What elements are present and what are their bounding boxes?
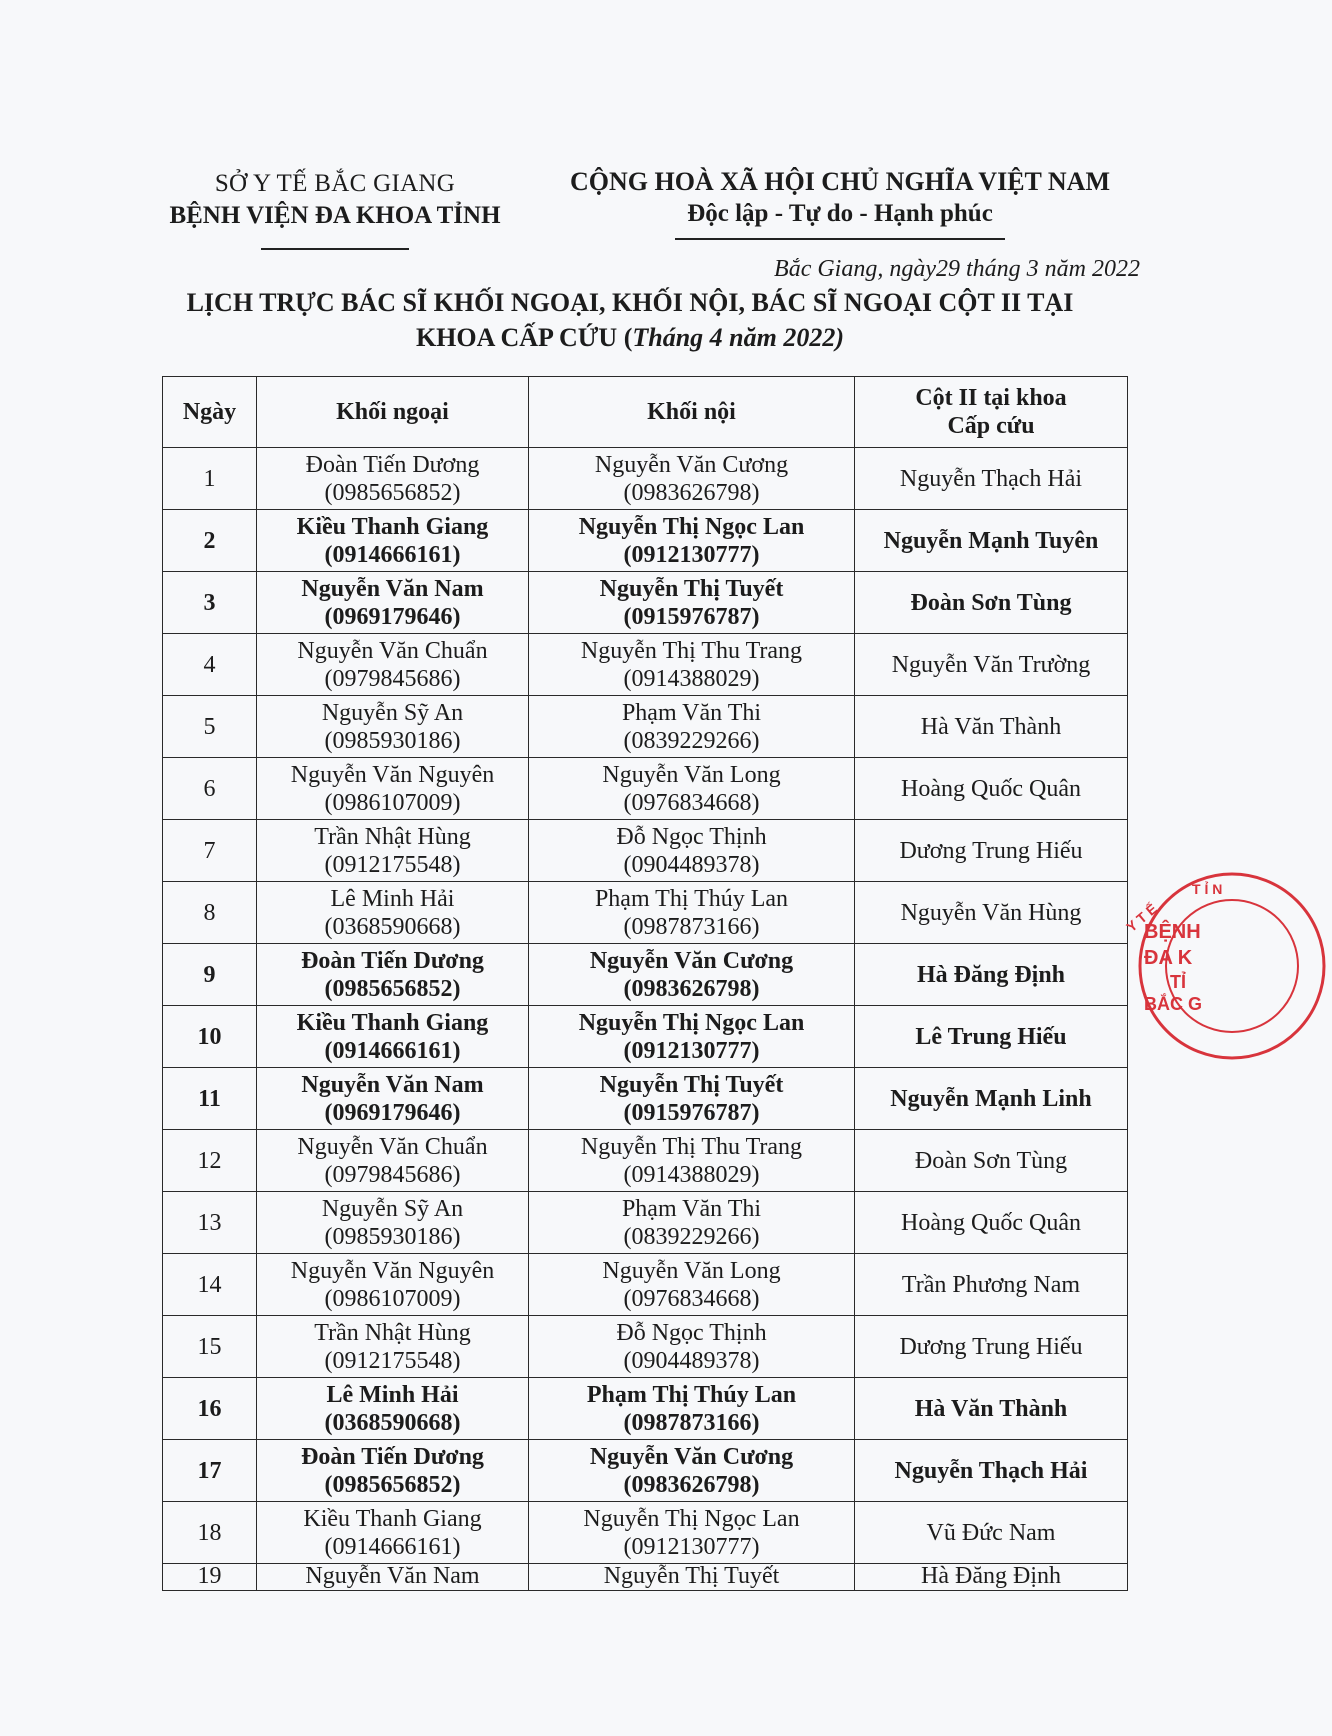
doctor-phone: (0915976787) bbox=[623, 1099, 760, 1126]
table-row bbox=[163, 758, 1128, 820]
doctor-phone: (0985656852) bbox=[324, 479, 461, 506]
document-title bbox=[140, 285, 1120, 355]
header-surgical: Khối ngoại bbox=[257, 377, 529, 448]
cell-day bbox=[163, 882, 257, 944]
cell-surgical bbox=[257, 1378, 529, 1440]
cell-internal bbox=[529, 1130, 855, 1192]
doctor-name: Dương Trung Hiếu bbox=[899, 837, 1083, 864]
doctor-name: Nguyễn Văn Cương bbox=[589, 947, 794, 974]
day-number: 6 bbox=[203, 775, 216, 802]
issuing-authority bbox=[150, 168, 520, 250]
table-row bbox=[163, 1440, 1128, 1502]
cell-surgical bbox=[257, 1068, 529, 1130]
doctor-phone: (0987873166) bbox=[623, 1409, 760, 1436]
doctor-name: Trần Nhật Hùng bbox=[314, 1319, 471, 1346]
doctor-phone: (0904489378) bbox=[623, 1347, 760, 1374]
cell-surgical bbox=[257, 1254, 529, 1316]
divider bbox=[261, 248, 409, 250]
cell-col2 bbox=[855, 1068, 1128, 1130]
doctor-name: Hoàng Quốc Quân bbox=[901, 1209, 1081, 1236]
doctor-name: Lê Trung Hiếu bbox=[915, 1023, 1067, 1050]
cell-col2 bbox=[855, 882, 1128, 944]
doctor-name: Nguyễn Văn Nam bbox=[301, 575, 484, 602]
table-row bbox=[163, 1192, 1128, 1254]
doctor-name: Nguyễn Thị Thu Trang bbox=[580, 637, 803, 664]
day-number: 2 bbox=[203, 527, 216, 554]
cell-col2 bbox=[855, 1502, 1128, 1564]
svg-text:T Ỉ N: T Ỉ N bbox=[1192, 881, 1223, 897]
cell-day bbox=[163, 448, 257, 510]
doctor-name: Nguyễn Văn Nam bbox=[305, 1563, 480, 1589]
doctor-phone: (0914666161) bbox=[324, 1037, 461, 1064]
cell-internal bbox=[529, 510, 855, 572]
day-number: 15 bbox=[197, 1333, 222, 1360]
table-row bbox=[163, 1254, 1128, 1316]
cell-internal bbox=[529, 758, 855, 820]
doctor-name: Nguyễn Thị Ngọc Lan bbox=[578, 513, 805, 540]
day-number: 19 bbox=[197, 1563, 222, 1589]
cell-internal bbox=[529, 1254, 855, 1316]
cell-day bbox=[163, 1006, 257, 1068]
doctor-name: Trần Phương Nam bbox=[901, 1271, 1081, 1298]
cell-surgical bbox=[257, 634, 529, 696]
cell-surgical bbox=[257, 1564, 529, 1591]
cell-col2 bbox=[855, 510, 1128, 572]
cell-internal bbox=[529, 1068, 855, 1130]
cell-col2 bbox=[855, 1378, 1128, 1440]
department-name: SỞ Y TẾ BẮC GIANG bbox=[214, 170, 456, 197]
cell-day bbox=[163, 1440, 257, 1502]
title-line-2-main: KHOA CẤP CỨU ( bbox=[415, 323, 633, 352]
doctor-phone: (0912175548) bbox=[324, 1347, 461, 1374]
cell-surgical bbox=[257, 758, 529, 820]
doctor-phone: (0969179646) bbox=[324, 603, 461, 630]
cell-col2 bbox=[855, 1192, 1128, 1254]
national-header bbox=[560, 166, 1120, 240]
doctor-phone: (0912130777) bbox=[623, 541, 760, 568]
cell-col2 bbox=[855, 448, 1128, 510]
cell-surgical bbox=[257, 882, 529, 944]
doctor-phone: (0914388029) bbox=[623, 1161, 760, 1188]
doctor-phone: (0368590668) bbox=[324, 1409, 461, 1436]
svg-text:ĐA K: ĐA K bbox=[1144, 947, 1193, 969]
cell-internal bbox=[529, 1378, 855, 1440]
cell-surgical bbox=[257, 820, 529, 882]
cell-internal bbox=[529, 1006, 855, 1068]
doctor-phone: (0915976787) bbox=[623, 603, 760, 630]
doctor-phone: (0368590668) bbox=[324, 913, 461, 940]
cell-surgical bbox=[257, 1192, 529, 1254]
table-row bbox=[163, 1068, 1128, 1130]
duty-schedule-table bbox=[162, 376, 1128, 1591]
cell-day bbox=[163, 1130, 257, 1192]
doctor-name: Hà Văn Thành bbox=[914, 1395, 1068, 1422]
doctor-name: Nguyễn Văn Nguyên bbox=[290, 1257, 495, 1284]
doctor-name: Hà Văn Thành bbox=[920, 713, 1062, 740]
table-row bbox=[163, 1564, 1128, 1591]
table-row bbox=[163, 1378, 1128, 1440]
cell-internal bbox=[529, 696, 855, 758]
hospital-seal bbox=[1123, 866, 1332, 1066]
cell-internal bbox=[529, 1316, 855, 1378]
day-number: 3 bbox=[203, 589, 216, 616]
doctor-name: Nguyễn Văn Cương bbox=[589, 1443, 794, 1470]
doctor-phone: (0983626798) bbox=[623, 975, 760, 1002]
doctor-name: Lê Minh Hải bbox=[330, 885, 455, 912]
doctor-name: Nguyễn Mạnh Linh bbox=[890, 1085, 1092, 1112]
table-header-row bbox=[163, 377, 1128, 448]
doctor-name: Nguyễn Văn Cương bbox=[594, 451, 789, 478]
doctor-name: Nguyễn Văn Nam bbox=[301, 1071, 484, 1098]
day-number: 10 bbox=[197, 1023, 222, 1050]
cell-internal bbox=[529, 882, 855, 944]
doctor-name: Đoàn Tiến Dương bbox=[301, 1443, 484, 1470]
doctor-phone: (0985656852) bbox=[324, 1471, 461, 1498]
svg-text:Y T Ế: Y T Ế bbox=[1123, 900, 1161, 936]
doctor-name: Lê Minh Hải bbox=[326, 1381, 459, 1408]
svg-text:BỆNH: BỆNH bbox=[1144, 921, 1201, 943]
doctor-name: Kiều Thanh Giang bbox=[296, 513, 489, 540]
doctor-phone: (0914666161) bbox=[324, 541, 461, 568]
doctor-name: Nguyễn Văn Chuẩn bbox=[297, 1133, 488, 1160]
doctor-name: Nguyễn Thị Tuyết bbox=[599, 575, 784, 602]
doctor-phone: (0985930186) bbox=[324, 727, 461, 754]
cell-day bbox=[163, 1502, 257, 1564]
day-number: 7 bbox=[203, 837, 216, 864]
cell-internal bbox=[529, 1192, 855, 1254]
title-line-2-italic: Tháng 4 năm 2022) bbox=[632, 323, 845, 352]
doctor-name: Hà Đăng Định bbox=[921, 1563, 1061, 1589]
cell-surgical bbox=[257, 944, 529, 1006]
doctor-name: Phạm Văn Thi bbox=[621, 1195, 762, 1222]
day-number: 5 bbox=[203, 713, 216, 740]
doctor-phone: (0912175548) bbox=[324, 851, 461, 878]
cell-surgical bbox=[257, 572, 529, 634]
doctor-phone: (0976834668) bbox=[623, 1285, 760, 1312]
cell-internal bbox=[529, 1502, 855, 1564]
svg-text:TỈ: TỈ bbox=[1170, 972, 1186, 992]
doctor-phone: (0969179646) bbox=[324, 1099, 461, 1126]
cell-internal bbox=[529, 572, 855, 634]
cell-day bbox=[163, 944, 257, 1006]
doctor-phone: (0914666161) bbox=[324, 1533, 461, 1560]
day-number: 8 bbox=[203, 899, 216, 926]
table-row bbox=[163, 572, 1128, 634]
doctor-phone: (0904489378) bbox=[623, 851, 760, 878]
hospital-name: BỆNH VIỆN ĐA KHOA TỈNH bbox=[169, 202, 501, 229]
cell-day bbox=[163, 1316, 257, 1378]
table-row bbox=[163, 696, 1128, 758]
doctor-name: Trần Nhật Hùng bbox=[314, 823, 471, 850]
doctor-phone: (0839229266) bbox=[623, 1223, 760, 1250]
day-number: 9 bbox=[203, 961, 216, 988]
doctor-name: Phạm Văn Thi bbox=[621, 699, 762, 726]
day-number: 12 bbox=[197, 1147, 222, 1174]
cell-surgical bbox=[257, 1502, 529, 1564]
doctor-name: Nguyễn Sỹ An bbox=[321, 1195, 464, 1222]
title-line-2 bbox=[140, 320, 1120, 355]
doctor-phone: (0986107009) bbox=[324, 789, 461, 816]
cell-col2 bbox=[855, 1440, 1128, 1502]
day-number: 4 bbox=[203, 651, 216, 678]
day-number: 18 bbox=[197, 1519, 222, 1546]
doctor-name: Nguyễn Thị Tuyết bbox=[599, 1071, 784, 1098]
doctor-phone: (0976834668) bbox=[623, 789, 760, 816]
doctor-name: Dương Trung Hiếu bbox=[899, 1333, 1083, 1360]
cell-internal bbox=[529, 944, 855, 1006]
doctor-name: Nguyễn Văn Chuẩn bbox=[297, 637, 488, 664]
cell-col2 bbox=[855, 1564, 1128, 1591]
cell-col2 bbox=[855, 820, 1128, 882]
table-row bbox=[163, 510, 1128, 572]
date-line: Bắc Giang, ngày29 tháng 3 năm 2022 bbox=[774, 256, 1140, 282]
table-row bbox=[163, 448, 1128, 510]
doctor-phone: (0979845686) bbox=[324, 665, 461, 692]
table-row bbox=[163, 1130, 1128, 1192]
cell-day bbox=[163, 1564, 257, 1591]
doctor-name: Phạm Thị Thúy Lan bbox=[586, 1381, 797, 1408]
cell-col2 bbox=[855, 696, 1128, 758]
cell-day bbox=[163, 1378, 257, 1440]
table-body bbox=[163, 448, 1128, 1591]
doctor-name: Nguyễn Thị Tuyết bbox=[603, 1563, 780, 1589]
cell-day bbox=[163, 572, 257, 634]
cell-day bbox=[163, 510, 257, 572]
doctor-phone: (0839229266) bbox=[623, 727, 760, 754]
cell-surgical bbox=[257, 1440, 529, 1502]
cell-surgical bbox=[257, 1130, 529, 1192]
doctor-name: Vũ Đức Nam bbox=[926, 1519, 1056, 1546]
doctor-name: Kiều Thanh Giang bbox=[296, 1009, 489, 1036]
doctor-name: Nguyễn Thị Ngọc Lan bbox=[578, 1009, 805, 1036]
doctor-name: Nguyễn Thạch Hải bbox=[899, 465, 1083, 492]
cell-surgical bbox=[257, 448, 529, 510]
cell-col2 bbox=[855, 758, 1128, 820]
svg-text:BẮC G: BẮC G bbox=[1144, 994, 1202, 1014]
doctor-phone: (0985930186) bbox=[324, 1223, 461, 1250]
cell-day bbox=[163, 696, 257, 758]
doctor-name: Nguyễn Văn Nguyên bbox=[290, 761, 495, 788]
day-number: 13 bbox=[197, 1209, 222, 1236]
cell-internal bbox=[529, 820, 855, 882]
cell-internal bbox=[529, 1564, 855, 1591]
doctor-name: Phạm Thị Thúy Lan bbox=[594, 885, 789, 912]
doctor-name: Đỗ Ngọc Thịnh bbox=[616, 1319, 767, 1346]
cell-internal bbox=[529, 634, 855, 696]
cell-day bbox=[163, 1254, 257, 1316]
doctor-phone: (0987873166) bbox=[623, 913, 760, 940]
doctor-phone: (0986107009) bbox=[324, 1285, 461, 1312]
cell-day bbox=[163, 758, 257, 820]
header-col2-line1: Cột II tại khoa bbox=[915, 385, 1067, 411]
doctor-phone: (0979845686) bbox=[324, 1161, 461, 1188]
doctor-phone: (0912130777) bbox=[623, 1037, 760, 1064]
doctor-name: Nguyễn Văn Trường bbox=[891, 651, 1091, 678]
table-row bbox=[163, 1006, 1128, 1068]
doctor-name: Đoàn Tiến Dương bbox=[301, 947, 484, 974]
table-row bbox=[163, 882, 1128, 944]
doctor-phone: (0912130777) bbox=[623, 1533, 760, 1560]
day-number: 14 bbox=[197, 1271, 222, 1298]
national-motto: Độc lập - Tự do - Hạnh phúc bbox=[687, 200, 993, 227]
cell-col2 bbox=[855, 1130, 1128, 1192]
title-line-1: LỊCH TRỰC BÁC SĨ KHỐI NGOẠI, KHỐI NỘI, BÁC SĨ NGOẠI CỘT II TẠI bbox=[186, 288, 1074, 317]
doctor-name: Đoàn Sơn Tùng bbox=[914, 1147, 1068, 1174]
doctor-name: Nguyễn Văn Long bbox=[602, 1257, 781, 1284]
header-internal: Khối nội bbox=[529, 377, 855, 448]
header-col2 bbox=[855, 377, 1128, 448]
table-row bbox=[163, 634, 1128, 696]
table-row bbox=[163, 820, 1128, 882]
doctor-name: Nguyễn Mạnh Tuyên bbox=[883, 527, 1099, 554]
doctor-name: Nguyễn Thị Thu Trang bbox=[580, 1133, 803, 1160]
day-number: 11 bbox=[198, 1085, 221, 1112]
cell-surgical bbox=[257, 1006, 529, 1068]
doctor-name: Kiều Thanh Giang bbox=[303, 1505, 482, 1532]
day-number: 16 bbox=[197, 1395, 222, 1422]
table-row bbox=[163, 1502, 1128, 1564]
cell-col2 bbox=[855, 572, 1128, 634]
cell-day bbox=[163, 634, 257, 696]
cell-col2 bbox=[855, 1254, 1128, 1316]
cell-surgical bbox=[257, 1316, 529, 1378]
cell-surgical bbox=[257, 696, 529, 758]
doctor-name: Đỗ Ngọc Thịnh bbox=[616, 823, 767, 850]
cell-surgical bbox=[257, 510, 529, 572]
header-day: Ngày bbox=[163, 377, 257, 448]
doctor-name: Hoàng Quốc Quân bbox=[901, 775, 1081, 802]
doctor-name: Nguyễn Thạch Hải bbox=[894, 1457, 1088, 1484]
doctor-name: Đoàn Tiến Dương bbox=[305, 451, 480, 478]
doctor-name: Hà Đăng Định bbox=[916, 961, 1066, 988]
doctor-name: Đoàn Sơn Tùng bbox=[910, 589, 1072, 616]
nation-name: CỘNG HOÀ XÃ HỘI CHỦ NGHĨA VIỆT NAM bbox=[569, 167, 1111, 196]
cell-day bbox=[163, 1068, 257, 1130]
doctor-name: Nguyễn Văn Hùng bbox=[900, 899, 1082, 926]
cell-internal bbox=[529, 1440, 855, 1502]
cell-col2 bbox=[855, 944, 1128, 1006]
cell-day bbox=[163, 820, 257, 882]
doctor-phone: (0983626798) bbox=[623, 479, 760, 506]
doctor-name: Nguyễn Văn Long bbox=[602, 761, 781, 788]
doctor-phone: (0983626798) bbox=[623, 1471, 760, 1498]
day-number: 17 bbox=[197, 1457, 222, 1484]
cell-col2 bbox=[855, 1316, 1128, 1378]
table-row bbox=[163, 944, 1128, 1006]
day-number: 1 bbox=[203, 465, 216, 492]
doctor-phone: (0985656852) bbox=[324, 975, 461, 1002]
cell-col2 bbox=[855, 634, 1128, 696]
cell-col2 bbox=[855, 1006, 1128, 1068]
table-row bbox=[163, 1316, 1128, 1378]
doctor-name: Nguyễn Thị Ngọc Lan bbox=[583, 1505, 800, 1532]
cell-day bbox=[163, 1192, 257, 1254]
header-col2-line2: Cấp cứu bbox=[947, 413, 1035, 439]
cell-internal bbox=[529, 448, 855, 510]
doctor-phone: (0914388029) bbox=[623, 665, 760, 692]
doctor-name: Nguyễn Sỹ An bbox=[321, 699, 464, 726]
divider bbox=[675, 238, 1005, 240]
